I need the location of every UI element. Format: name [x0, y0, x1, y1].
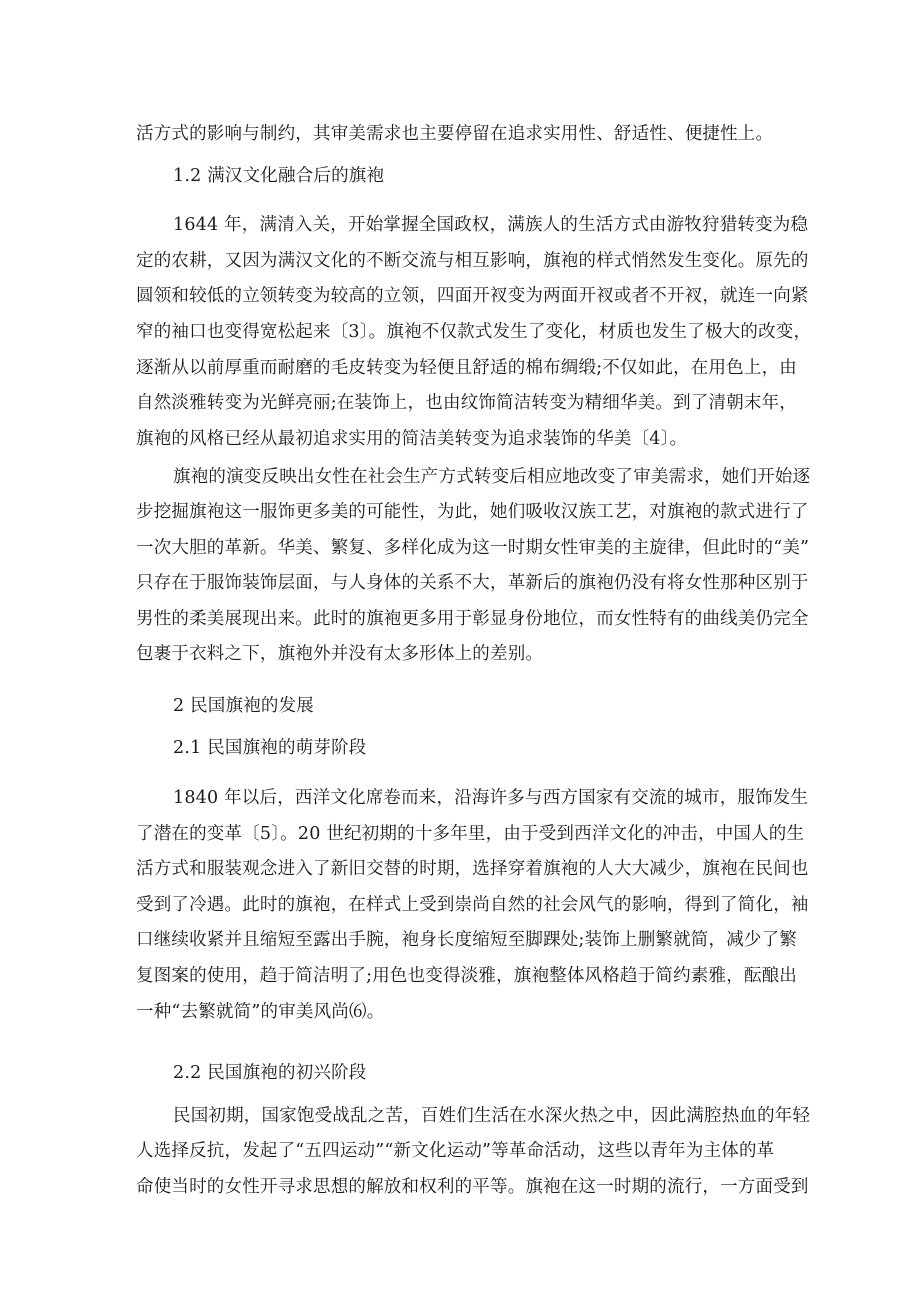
paragraph-line: 口继续收紧并且缩短至露出手腕，袍身长度缩短至脚踝处;装饰上删繁就简，减少了繁 [136, 930, 797, 950]
paragraph-line: 了潜在的变革〔5〕。20 世纪初期的十多年里，由于受到西洋文化的冲击，中国人的生 [136, 824, 805, 844]
paragraph-line: 逐渐从以前厚重而耐磨的毛皮转变为轻便且舒适的棉布绸缎;不仅如此，在用色上，由 [136, 358, 797, 378]
paragraph-line: 人选择反抗，发起了“五四运动”“新文化运动”等革命活动，这些以青年为主体的革 [136, 1141, 775, 1161]
paragraph-line: 1840 年以后，西洋文化席卷而来，沿海许多与西方国家有交流的城市，服饰发生 [173, 788, 809, 808]
paragraph-line: 男性的柔美展现出来。此时的旗袍更多用于彰显身份地位，而女性特有的曲线美仍完全 [136, 609, 809, 629]
paragraph-line: 活方式的影响与制约，其审美需求也主要停留在追求实用性、舒适性、便捷性上。 [136, 124, 774, 144]
paragraph-line: 定的农耕，又因为满汉文化的不断交流与相互影响，旗袍的样式悄然发生变化。原先的 [136, 251, 809, 271]
paragraph-line: 一次大胆的革新。华美、繁复、多样化成为这一时期女性审美的主旋律，但此时的“美” [136, 538, 810, 558]
section-heading-1-2: 1.2 满汉文化融合后的旗袍 [173, 166, 385, 186]
paragraph-line: 活方式和服装观念进入了新旧交替的时期，选择穿着旗袍的人大大减少，旗袍在民间也 [136, 859, 809, 879]
paragraph-line: 旗袍的演变反映出女性在社会生产方式转变后相应地改变了审美需求，她们开始逐 [173, 467, 811, 487]
section-heading-2-1: 2.1 民国旗袍的萌芽阶段 [173, 738, 367, 758]
paragraph-line: 复图案的使用，趋于简洁明了;用色也变得淡雅，旗袍整体风格趋于简约素雅，酝酿出 [136, 966, 797, 986]
paragraph-line: 旗袍的风格已经从最初追求实用的简洁美转变为追求装饰的华美〔4〕。 [136, 429, 688, 449]
paragraph-line: 自然淡雅转变为光鲜亮丽;在装饰上，也由纹饰简洁转变为精细华美。到了清朝末年， [136, 393, 797, 413]
paragraph-line: 窄的袖口也变得宽松起来〔3〕。旗袍不仅款式发生了变化，材质也发生了极大的改变， [136, 322, 812, 342]
paragraph-line: 圆领和较低的立领转变为较高的立领，四面开衩变为两面开衩或者不开衩，就连一向紧 [136, 286, 809, 306]
paragraph-line: 命使当时的女性开寻求思想的解放和权利的平等。旗袍在这一时期的流行，一方面受到 [136, 1177, 809, 1197]
paragraph-line: 步挖掘旗袍这一服饰更多美的可能性，为此，她们吸收汉族工艺，对旗袍的款式进行了 [136, 502, 809, 522]
paragraph-line: 一种“去繁就简”的审美风尚⑹。 [136, 1002, 385, 1022]
section-heading-2: 2 民国旗袍的发展 [173, 696, 314, 716]
paragraph-line: 只存在于服饰装饰层面，与人身体的关系不大，革新后的旗袍仍没有将女性那种区别于 [136, 573, 809, 593]
paragraph-line: 民国初期，国家饱受战乱之苦，百姓们生活在水深火热之中，因此满腔热血的年轻 [173, 1106, 811, 1126]
section-heading-2-2: 2.2 民国旗袍的初兴阶段 [173, 1063, 367, 1083]
paragraph-line: 包裹于衣料之下，旗袍外并没有太多形体上的差别。 [136, 644, 544, 664]
paragraph-line: 1644 年，满清入关，开始掌握全国政权，满族人的生活方式由游牧狩猎转变为稳 [173, 215, 809, 235]
paragraph-line: 受到了冷遇。此时的旗袍，在样式上受到崇尚自然的社会风气的影响，得到了简化，袖 [136, 895, 809, 915]
